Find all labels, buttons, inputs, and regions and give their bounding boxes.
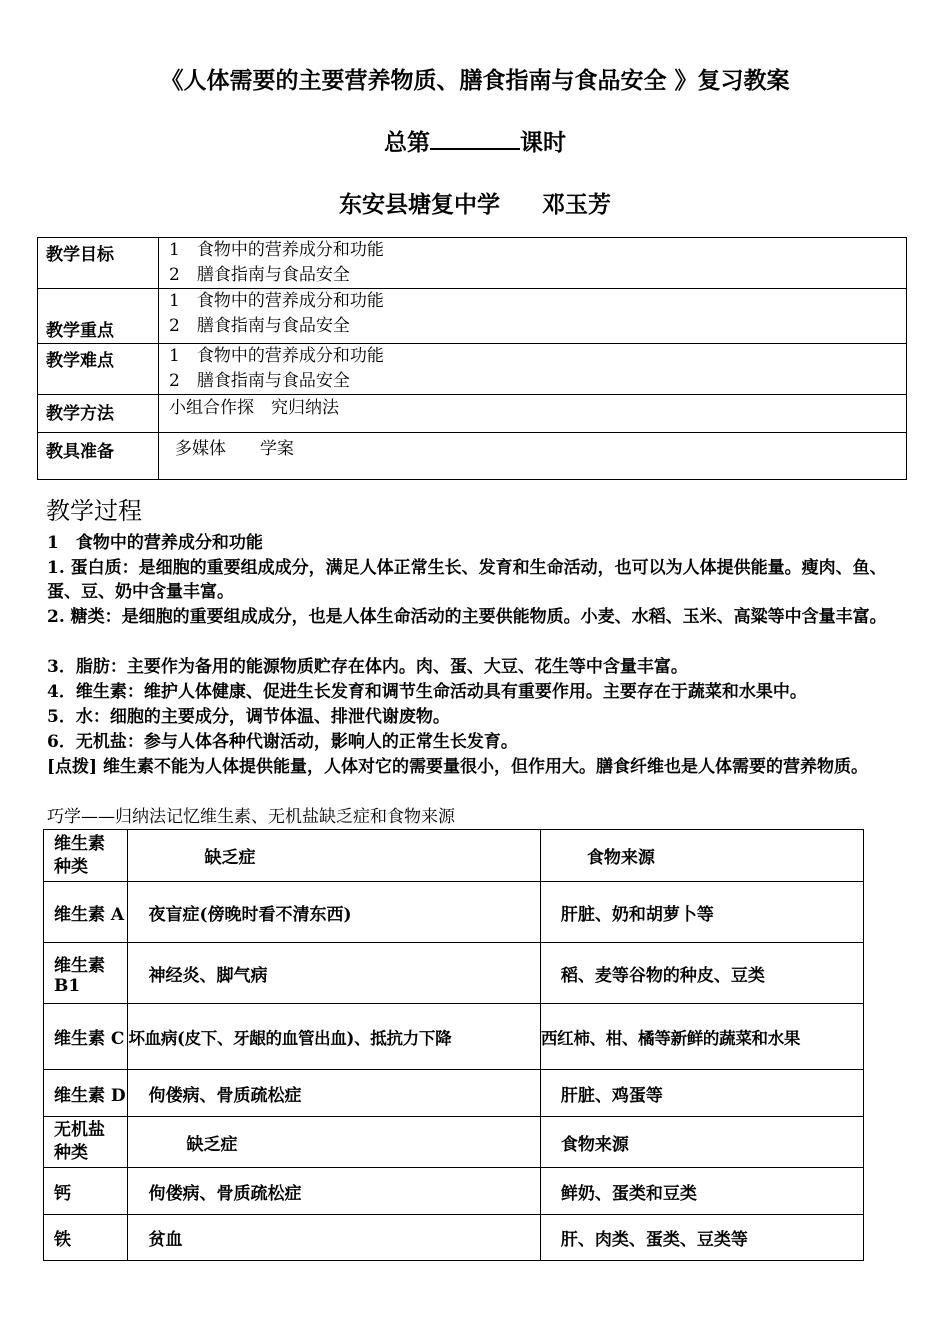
paragraph-mineral: 6．无机盐：参与人体各种代谢活动，影响人的正常生长发育。 [47,732,518,752]
info-row-key [38,289,907,344]
vitamin-header-row [44,830,864,882]
table-row [44,1215,864,1261]
paragraph-fat: 3．脂肪：主要作为备用的能源物质贮存在体内。肉、蛋、大豆、花生等中含量丰富。 [47,657,688,677]
school-name: 东安县塘复中学 [339,191,500,218]
source-cell: 肝脏、奶和胡萝卜等 [540,882,863,943]
vitamin-name: 维生素 C [44,1004,128,1070]
source-cell: 肝、肉类、蛋类、豆类等 [540,1215,863,1261]
vitamin-type-header [44,830,128,882]
difficulty-item-2: 2 膳食指南与食品安全 [169,371,350,391]
goal-value [159,238,907,289]
method-label: 教学方法 [38,395,159,433]
deficiency-cell: 佝偻病、骨质疏松症 [128,1070,540,1117]
teacher-name: 邓玉芳 [542,191,611,218]
mineral-deficiency-header: 缺乏症 [128,1117,540,1168]
author-line [0,186,950,219]
paragraph-vitamin: 4．维生素：维护人体健康、促进生长发育和调节生命活动具有重要作用。主要存在于蔬菜和水果中。 [47,682,807,702]
difficulty-value [159,344,907,395]
goal-item-2: 2 膳食指南与食品安全 [169,265,350,285]
table-row [44,1004,864,1070]
vitamin-deficiency-header: 缺乏症 [128,830,540,882]
info-row-goal [38,238,907,289]
trick-line: 巧学——归纳法记忆维生素、无机盐缺乏症和食物来源 [47,807,455,827]
table-row [44,1168,864,1215]
goal-label: 教学目标 [38,238,159,289]
section-1-heading: 1 食物中的营养成分和功能 [47,533,263,553]
mineral-name: 铁 [44,1215,128,1261]
difficulty-item-1: 1 食物中的营养成分和功能 [169,346,384,366]
deficiency-cell: 坏血病(皮下、牙龈的血管出血)、抵抗力下降 [128,1004,540,1070]
table-row [44,1070,864,1117]
mineral-name: 钙 [44,1168,128,1215]
info-row-tools [38,433,907,480]
lesson-prefix: 总第 [384,129,430,156]
mineral-type-header-line-1: 无机盐 [54,1120,105,1140]
source-cell: 西红柿、柑、橘等新鲜的蔬菜和水果 [540,1004,863,1070]
info-row-difficulty [38,344,907,395]
lesson-number-line [0,124,950,157]
vitamin-type-header-line-2: 种类 [54,856,88,877]
paragraph-sugar: 2. 糖类：是细胞的重要组成成分，也是人体生命活动的主要供能物质。小麦、水稻、玉米、高粱等中含量丰富。 [47,607,887,627]
vitamin-name: 维生素 A [44,882,128,943]
tools-value: 多媒体 学案 [159,433,907,480]
mineral-source-header: 食物来源 [540,1117,863,1168]
lesson-info-table [37,237,907,480]
lesson-suffix: 课时 [520,129,566,156]
vitamin-type-header-line-1: 维生素 [54,833,105,854]
paragraph-protein: 1. 蛋白质：是细胞的重要组成成分，满足人体正常生长、发育和生命活动，也可以为人体提供能量。瘦肉、鱼、蛋、豆、奶中含量丰富。 [47,558,887,602]
deficiency-cell: 神经炎、脚气病 [128,943,540,1004]
key-label: 教学重点 [38,289,159,344]
table-row [44,882,864,943]
page-title: 《人体需要的主要营养物质、膳食指南与食品安全 》复习教案 [160,67,790,94]
tools-label: 教具准备 [38,433,159,480]
process-heading: 教学过程 [46,497,142,525]
method-value: 小组合作探 究归纳法 [159,395,907,433]
difficulty-label: 教学难点 [38,344,159,395]
deficiency-cell: 佝偻病、骨质疏松症 [128,1168,540,1215]
vitamin-source-header: 食物来源 [540,830,863,882]
table-row [44,943,864,1004]
mineral-header-row [44,1117,864,1168]
lesson-blank [430,128,520,150]
vitamin-name: 维生素 B1 [44,943,128,1004]
source-cell: 稻、麦等谷物的种皮、豆类 [540,943,863,1004]
key-item-2: 2 膳食指南与食品安全 [169,316,350,336]
key-value [159,289,907,344]
deficiency-cell: 贫血 [128,1215,540,1261]
goal-item-1: 1 食物中的营养成分和功能 [169,240,384,260]
paragraph-water: 5．水：细胞的主要成分，调节体温、排泄代谢废物。 [47,707,450,727]
info-row-method [38,395,907,433]
deficiency-cell: 夜盲症(傍晚时看不清东西) [128,882,540,943]
deficiency-table [43,829,864,1261]
key-item-1: 1 食物中的营养成分和功能 [169,291,384,311]
vitamin-name: 维生素 D [44,1070,128,1117]
source-cell: 鲜奶、蛋类和豆类 [540,1168,863,1215]
tip-paragraph: [点拨] 维生素不能为人体提供能量，人体对它的需要量很小，但作用大。膳食纤维也是人体需要的营养物质。 [47,757,869,777]
mineral-type-header-line-2: 种类 [54,1143,88,1163]
mineral-type-header [44,1117,128,1168]
source-cell: 肝脏、鸡蛋等 [540,1070,863,1117]
